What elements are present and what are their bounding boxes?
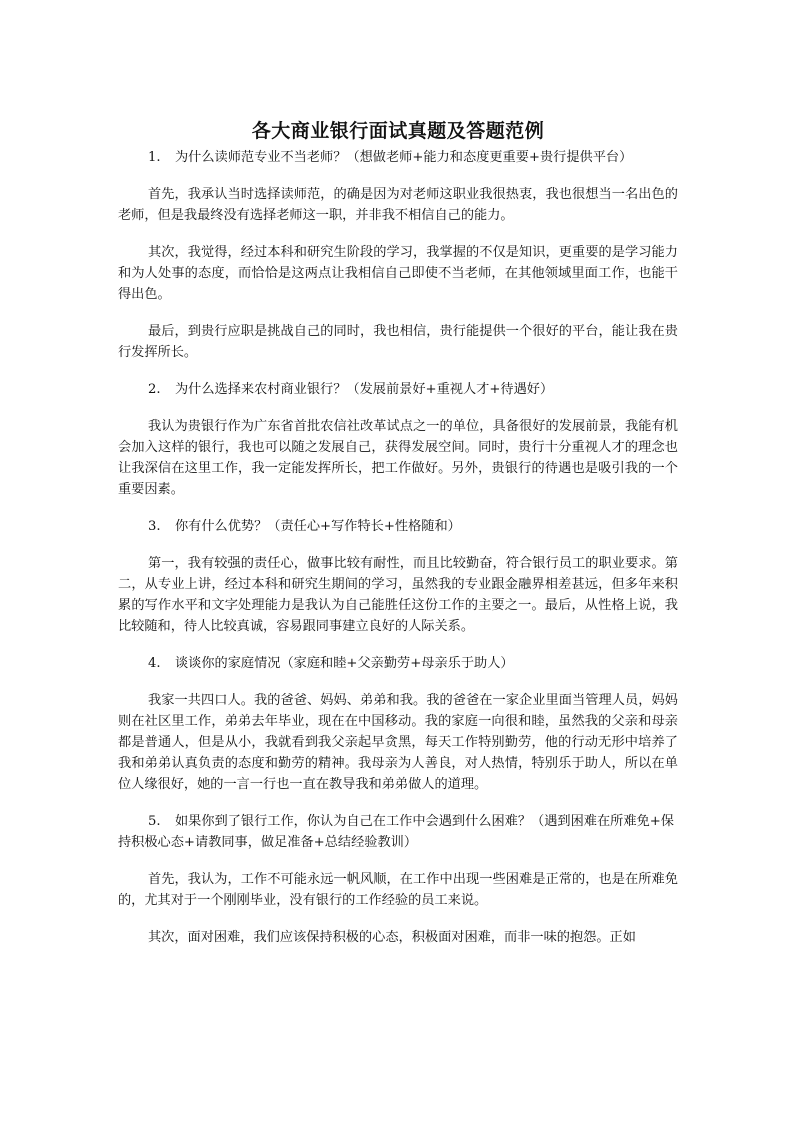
document-title: 各大商业银行面试真题及答题范例 [251, 120, 545, 142]
question-number: 2. [148, 382, 161, 397]
question-text: 为什么读师范专业不当老师？（想做老师+能力和态度更重要+贵行提供平台） [175, 150, 633, 165]
question-number: 3. [148, 519, 161, 534]
question-3 [118, 516, 678, 537]
answer-paragraph: 首先，我认为，工作不可能永远一帆风顺，在工作中出现一些困难是正常的，也是在所难免的，尤其对于一个刚刚毕业，没有银行的工作经验的员工来说。 [118, 872, 678, 908]
question-5 [118, 811, 678, 853]
answer-paragraph: 我认为贵银行作为广东省首批农信社改革试点之一的单位，具备很好的发展前景，我能有机会加入这样的银行，我也可以随之发展自己，获得发展空间。同时，贵行十分重视人才的理念也让我深信在这里工作，我一定能发挥所长，把工作做好。另外，贵银行的待遇也是吸引我的一个重要因素。 [118, 419, 678, 497]
section-5 [118, 811, 678, 948]
question-text: 你有什么优势？（责任心+写作特长+性格随和） [175, 519, 461, 534]
section-2 [118, 379, 678, 500]
question-number: 5. [148, 814, 161, 829]
answer-paragraph: 我家一共四口人。我的爸爸、妈妈、弟弟和我。我的爸爸在一家企业里面当管理人员，妈妈则在社区里工作，弟弟去年毕业，现在在中国移动。我的家庭一向很和睦，虽然我的父亲和母亲都是普通人，但是从小，我就看到我父亲起早贪黑，每天工作特别勤劳，他的行动无形中培养了我和弟弟认真负责的态度和勤劳的精神。我母亲为人善良，对人热情，特别乐于助人，所以在单位人缘很好，她的一言一行也一直在教导我和弟弟做人的道理。 [118, 693, 678, 792]
question-text: 谈谈你的家庭情况（家庭和睦+父亲勤劳+母亲乐于助人） [175, 656, 514, 671]
section-3 [118, 516, 678, 637]
answer-paragraph: 其次，面对困难，我们应该保持积极的心态，积极面对困难，而非一味的抱怨。正如 [148, 930, 636, 945]
question-2 [118, 379, 678, 400]
answer-paragraph: 最后，到贵行应职是挑战自己的同时，我也相信，贵行能提供一个很好的平台，能让我在贵行发挥所长。 [118, 324, 678, 360]
question-1 [118, 147, 678, 168]
section-1 [118, 147, 678, 363]
question-4 [118, 653, 678, 674]
question-number: 1. [148, 150, 161, 165]
question-text: 为什么选择来农村商业银行？（发展前景好+重视人才+待遇好） [175, 382, 554, 397]
question-number: 4. [148, 656, 161, 671]
document-page [118, 118, 678, 964]
answer-paragraph: 其次，我觉得，经过本科和研究生阶段的学习，我掌握的不仅是知识，更重要的是学习能力和为人处事的态度，而恰恰是这两点让我相信自己即使不当老师，在其他领域里面工作，也能干得出色。 [118, 245, 678, 302]
section-4 [118, 653, 678, 795]
answer-paragraph: 首先，我承认当时选择读师范，的确是因为对老师这职业我很热衷，我也很想当一名出色的老师，但是我最终没有选择老师这一职，并非我不相信自己的能力。 [118, 187, 678, 223]
question-text: 如果你到了银行工作，你认为自己在工作中会遇到什么困难？（遇到困难在所难免+保持积极心态+请教同事，做足准备+总结经验教训） [118, 814, 674, 850]
answer-paragraph: 第一，我有较强的责任心，做事比较有耐性，而且比较勤奋，符合银行员工的职业要求。第二，从专业上讲，经过本科和研究生期间的学习，虽然我的专业跟金融界相差甚远，但多年来积累的写作水平和文字处理能力是我认为自己能胜任这份工作的主要之一。最后，从性格上说，我比较随和，待人比较真诚，容易跟同事建立良好的人际关系。 [118, 556, 678, 634]
